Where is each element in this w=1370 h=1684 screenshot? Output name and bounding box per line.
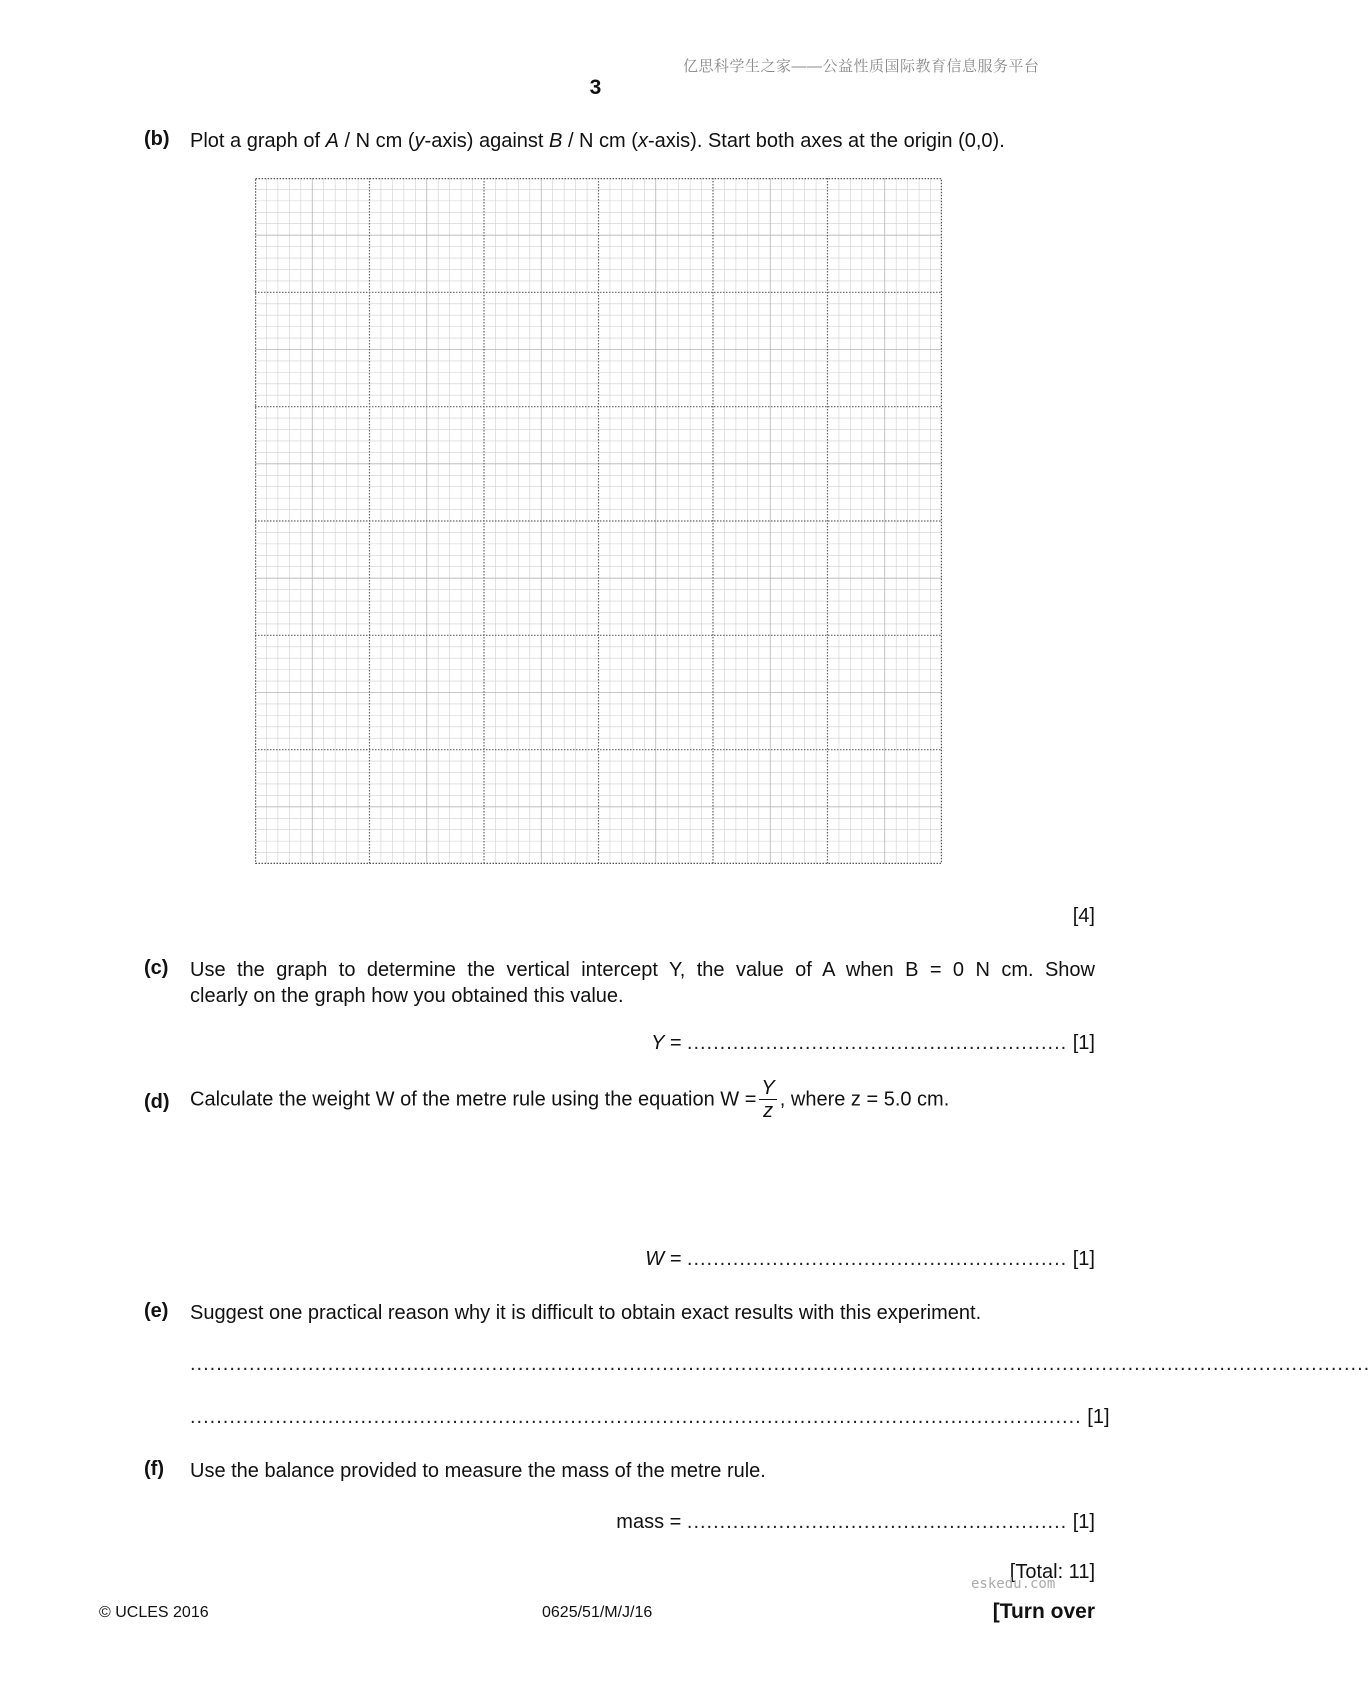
- turn-over: [Turn over: [992, 1600, 1095, 1623]
- part-e-label: (e): [144, 1300, 169, 1322]
- part-c-question-line1: Use the graph to determine the vertical intercept Y, the value of A when B = 0 N cm. Show: [190, 959, 1095, 981]
- graph-paper[interactable]: [255, 178, 942, 864]
- part-f-label: (f): [144, 1458, 164, 1480]
- part-b-label: (b): [144, 128, 170, 150]
- part-c-answer-label: Y =: [651, 1032, 682, 1054]
- part-d-marks: [1]: [1072, 1248, 1095, 1270]
- part-d-answer-line[interactable]: [645, 1248, 1095, 1271]
- footer-copyright: © UCLES 2016: [99, 1604, 209, 1621]
- answer-dots: ..........................................................: [686, 1032, 1068, 1054]
- part-f-question: Use the balance provided to measure the mass of the metre rule.: [190, 1460, 766, 1482]
- part-c-answer-line[interactable]: [651, 1032, 1095, 1055]
- part-e-marks: [1]: [1087, 1406, 1110, 1428]
- part-b-marks: [4]: [1072, 905, 1095, 927]
- answer-dots: ..........................................................: [686, 1511, 1068, 1533]
- answer-dots: ..........................................................: [686, 1248, 1068, 1270]
- header-watermark: 亿思科学生之家——公益性质国际教育信息服务平台: [683, 58, 1040, 75]
- part-c-question-line2: clearly on the graph how you obtained this value.: [190, 985, 624, 1007]
- part-f-answer-line[interactable]: [616, 1511, 1095, 1534]
- part-d-question: Calculate the weight W of the metre rule using the equation W = $\frac{Y}{z}$ , where z = 5.0 cm.: [190, 1077, 950, 1122]
- footer-watermark: eskedu.com: [971, 1576, 1056, 1592]
- page-number: 3: [589, 76, 602, 99]
- part-e-answer-line-1[interactable]: ....................................................................................................................................................................................: [190, 1353, 1370, 1375]
- total-marks: [Total: 11]: [1009, 1561, 1095, 1583]
- part-f-marks: [1]: [1072, 1511, 1095, 1533]
- part-f-answer-label: mass =: [616, 1511, 682, 1533]
- part-e-question: Suggest one practical reason why it is difficult to obtain exact results with this experiment.: [190, 1302, 982, 1324]
- part-d-label: (d): [144, 1091, 170, 1113]
- part-c-marks: [1]: [1072, 1032, 1095, 1054]
- part-c-label: (c): [144, 957, 169, 979]
- footer-paper-code: 0625/51/M/J/16: [542, 1604, 653, 1621]
- part-b-question: Plot a graph of A / N cm (y-axis) against B / N cm (x-axis). Start both axes at the origin (0,0).: [190, 130, 1005, 152]
- part-d-answer-label: W =: [645, 1248, 682, 1270]
- answer-dots: ........................................................................................................................................: [190, 1406, 1082, 1428]
- part-e-answer-line-2[interactable]: [190, 1406, 1110, 1429]
- equation-fraction: $\frac{Y}{z}$: [761, 1077, 775, 1122]
